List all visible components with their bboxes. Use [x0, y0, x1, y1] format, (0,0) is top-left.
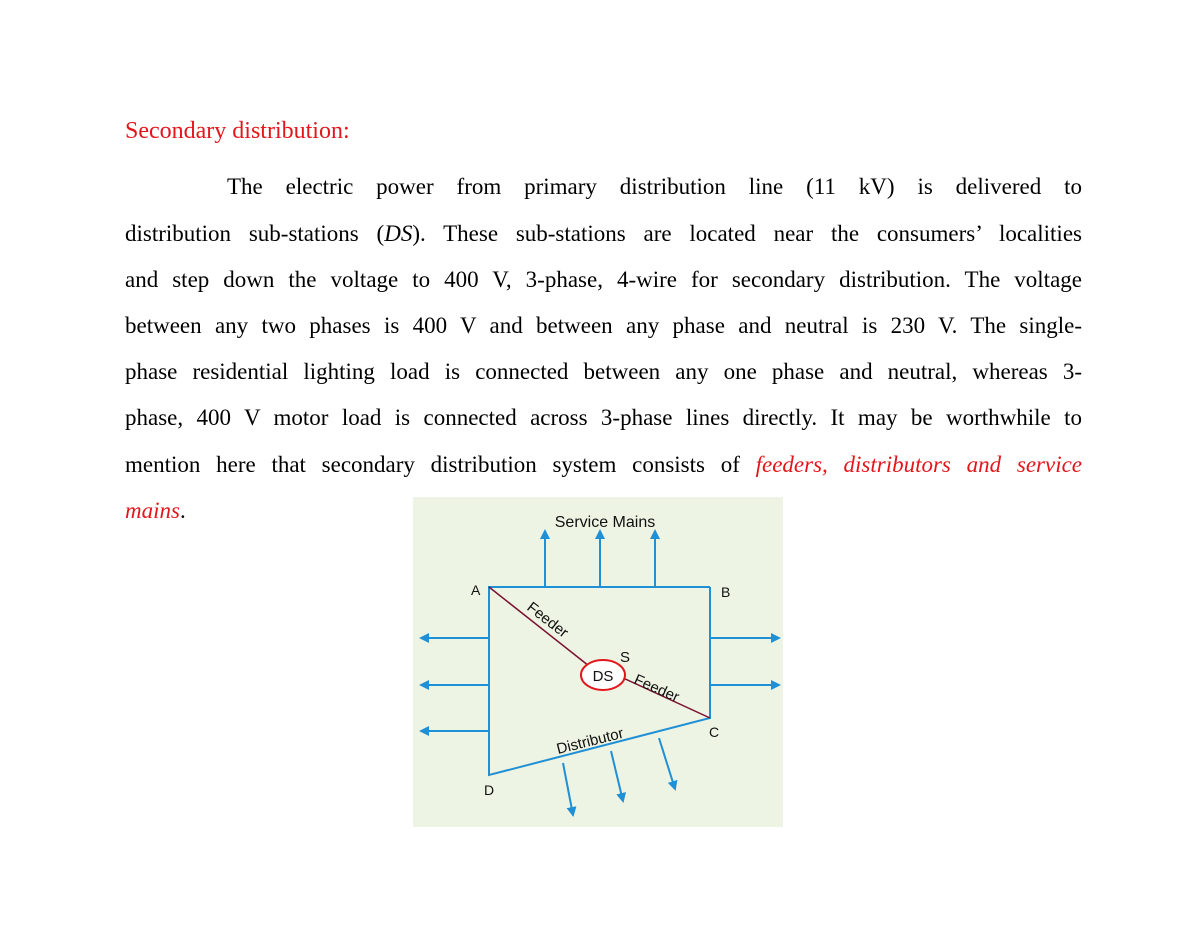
paragraph-line-2 — [125, 219, 1082, 249]
diagram-svg — [413, 497, 783, 827]
paragraph-line-4: between any two phases is 400 V and between any phase and neutral is 230 V. The single- — [125, 313, 1082, 338]
node-c-label: C — [709, 724, 720, 740]
distribution-diagram — [413, 497, 783, 827]
text-span: mention here that secondary distribution system consists of — [125, 452, 756, 477]
feeder-label-a: Feeder — [523, 598, 572, 642]
service-main-arrow — [563, 763, 573, 815]
substation-label: DS — [592, 668, 614, 685]
ds-term: DS — [384, 221, 413, 246]
paragraph-line-3: and step down the voltage to 400 V, 3-phase, 4-wire for secondary distribution. The voltage — [125, 267, 1082, 292]
text-span: ). These sub-stations are located near the consumers’ localities — [412, 221, 1082, 246]
service-main-arrow — [659, 738, 675, 789]
paragraph-line-8 — [125, 496, 186, 526]
paragraph-line-1: The electric power from primary distribution line (11 kV) is delivered to — [227, 174, 1082, 199]
service-main-arrow — [611, 751, 623, 801]
text-span: distribution sub-stations ( — [125, 221, 385, 246]
section-heading: Secondary distribution: — [125, 118, 350, 144]
feeder-label-c: Feeder — [631, 671, 682, 706]
service-mains-label: Service Mains — [554, 514, 656, 531]
text-span: . — [179, 498, 186, 523]
paragraph-line-5: phase residential lighting load is connected between any one phase and neutral, whereas 3- — [125, 359, 1082, 384]
highlighted-terms: feeders, distributors and service — [755, 452, 1083, 477]
node-a-label: A — [471, 582, 481, 598]
feeder-line-a — [489, 587, 589, 666]
node-b-label: B — [721, 584, 731, 600]
node-d-label: D — [484, 782, 495, 798]
node-s-label: S — [620, 649, 631, 666]
paragraph-line-6: phase, 400 V motor load is connected across 3-phase lines directly. It may be worthwhile to — [125, 405, 1082, 430]
highlighted-terms: mains — [125, 498, 180, 523]
paragraph-line-7 — [125, 450, 1082, 480]
distributor-label: Distributor — [554, 724, 626, 758]
